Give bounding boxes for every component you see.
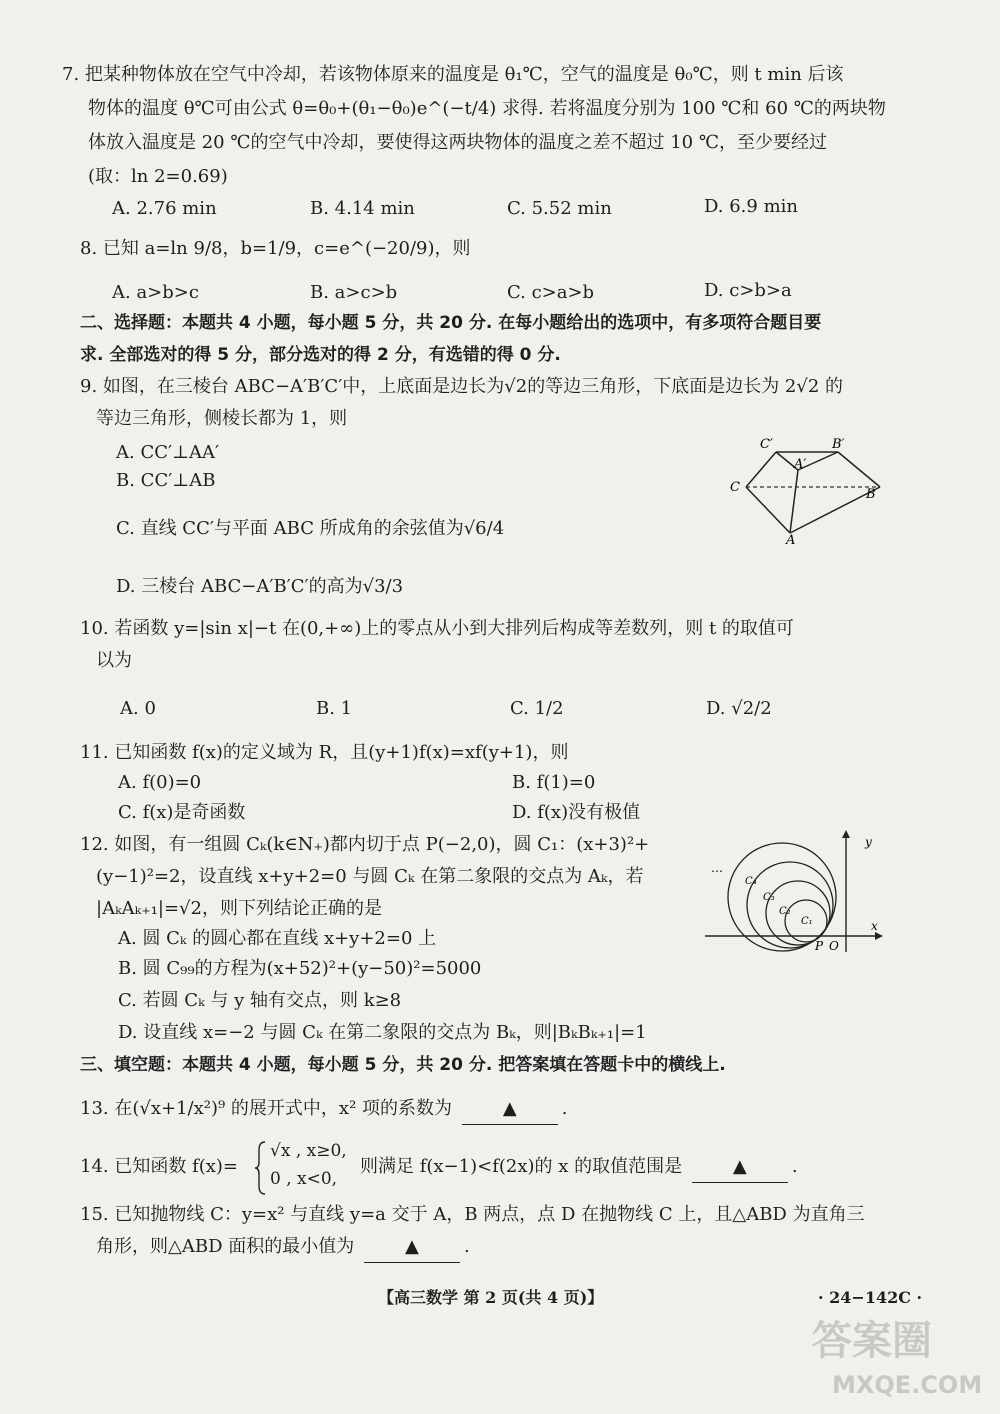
label-b: B [866,487,876,502]
q13-blank-marker: ▲ [502,1098,517,1119]
footer-page-info: 【高三数学 第 2 页(共 4 页)】 [378,1288,604,1307]
q13-end: . [561,1098,568,1119]
edge-cc1 [746,452,776,487]
q7-line4: (取：ln 2=0.69) [88,166,228,187]
y-axis-arrow [842,830,850,838]
q8-option-d: D. c>b>a [704,280,792,301]
q7-option-a: A. 2.76 min [112,198,217,219]
q11-option-a: A. f(0)=0 [118,772,202,793]
label-o: O [829,939,839,953]
q12-line2: (y−1)²=2，设直线 x+y+2=0 与圆 Cₖ 在第二象限的交点为 Aₖ，若 [96,866,644,887]
q14-suffix: 则满足 f(x−1)<f(2x)的 x 的取值范围是 [360,1156,683,1177]
label-a-prime: A′ [794,457,807,472]
q14-answer-blank[interactable] [692,1152,788,1183]
section2-line1: 二、选择题：本题共 4 小题，每小题 5 分，共 20 分. 在每小题给出的选项中，有多项符合题目要 [80,313,822,333]
q14-suffix-line [360,1152,798,1183]
q8-line1: 8. 已知 a=ln 9/8，b=1/9，c=e^(−20/9)，则 [80,238,471,259]
q10-option-d: D. √2/2 [706,698,772,719]
q10-option-c: C. 1/2 [510,698,564,719]
q11-option-b: B. f(1)=0 [512,772,596,793]
q10-line2: 以为 [96,650,132,671]
q9-line1: 9. 如图，在三棱台 ABC−A′B′C′中，上底面是边长为√2的等边三角形，下底面是边长为 2√2 的 [80,376,844,397]
x-axis-arrow [875,932,883,940]
q13-answer-blank[interactable] [462,1094,558,1125]
q15-text: 角形，则△ABD 面积的最小值为 [96,1236,355,1257]
label-y: y [865,835,872,849]
watermark-url: MXQE.COM [832,1371,983,1399]
q14-case2: 0 , x<0, [270,1169,338,1189]
label-c: C [730,480,740,495]
footer-code: · 24−142C · [818,1288,923,1307]
watermark-brand: 答案圈 [812,1318,932,1364]
q14-prefix: 14. 已知函数 f(x)= [80,1156,239,1177]
q7-line2: 物体的温度 θ℃可由公式 θ=θ₀+(θ₁−θ₀)e^(−t/4) 求得. 若将温度分别为 100 ℃和 60 ℃的两块物 [88,98,886,119]
edge-ca [746,487,790,533]
q12-line3: |AₖAₖ₊₁|=√2，则下列结论正确的是 [96,898,382,919]
q12-option-c: C. 若圆 Cₖ 与 y 轴有交点，则 k≥8 [118,990,402,1011]
edge-aa1 [790,470,798,533]
section2-line2: 求. 全部选对的得 5 分，部分选对的得 2 分，有选错的得 0 分. [80,345,561,365]
q11-option-d: D. f(x)没有极值 [512,802,641,823]
q9-option-d: D. 三棱台 ABC−A′B′C′的高为√3/3 [116,576,404,597]
q7-line1: 7. 把某种物体放在空气中冷却，若该物体原来的温度是 θ₁℃，空气的温度是 θ₀℃，则 t min 后该 [62,64,844,85]
q14-end: . [791,1156,798,1177]
edge-bb1 [838,452,880,487]
q14-case1: √x , x≥0, [270,1141,347,1161]
q11-line1: 11. 已知函数 f(x)的定义域为 R，且(y+1)f(x)=xf(y+1)，则 [80,742,569,763]
circle-c4 [728,843,836,951]
frustum-figure [720,430,890,545]
q12-option-b: B. 圆 C₉₉的方程为(x+52)²+(y−50)²=5000 [118,958,482,979]
label-c3: C₃ [763,892,775,903]
q9-line2: 等边三角形，侧棱长都为 1，则 [96,408,348,429]
q9-option-b: B. CC′⊥AB [116,470,216,491]
label-c4: C₄ [745,876,757,887]
label-x: x [871,919,878,933]
q15-line2 [96,1232,470,1263]
label-a: A [786,533,796,545]
q8-option-b: B. a>c>b [310,282,398,303]
q11-option-c: C. f(x)是奇函数 [118,802,246,823]
q9-option-a: A. CC′⊥AA′ [116,442,220,463]
label-c2: C₂ [779,906,791,917]
q12-option-d: D. 设直线 x=−2 与圆 Cₖ 在第二象限的交点为 Bₖ，则|BₖBₖ₊₁|=1 [118,1022,647,1043]
q15-end: . [463,1236,470,1257]
q15-answer-blank[interactable] [364,1232,460,1263]
label-p: P [815,939,824,953]
circles-figure [705,828,885,953]
q8-option-a: A. a>b>c [112,282,199,303]
q7-line3: 体放入温度是 20 ℃的空气中冷却，要使得这两块物体的温度之差不超过 10 ℃，至少要经过 [88,132,827,153]
q7-option-d: D. 6.9 min [704,196,798,217]
section3-line1: 三、填空题：本题共 4 小题，每小题 5 分，共 20 分. 把答案填在答题卡中的横线上. [80,1055,726,1075]
label-c-prime: C′ [760,437,773,452]
q13-line [80,1094,567,1125]
q14-blank-marker: ▲ [732,1156,747,1177]
q7-option-c: C. 5.52 min [507,198,612,219]
label-ellipsis: … [711,861,723,875]
q7-option-b: B. 4.14 min [310,198,415,219]
q10-option-a: A. 0 [120,698,156,719]
q12-line1: 12. 如图，有一组圆 Cₖ(k∈N₊)都内切于点 P(−2,0)，圆 C₁：(x+3)²+ [80,834,650,855]
q10-option-b: B. 1 [316,698,353,719]
q15-blank-marker: ▲ [405,1236,419,1257]
q10-line1: 10. 若函数 y=|sin x|−t 在(0,+∞)上的零点从小到大排列后构成等差数列，则 t 的取值可 [80,618,794,639]
q8-option-c: C. c>a>b [507,282,595,303]
q12-option-a: A. 圆 Cₖ 的圆心都在直线 x+y+2=0 上 [118,928,437,949]
q9-option-c: C. 直线 CC′与平面 ABC 所成角的余弦值为√6/4 [116,518,505,539]
label-c1: C₁ [801,916,813,927]
q14-brace [255,1140,267,1196]
label-b-prime: B′ [832,437,845,452]
q15-line1: 15. 已知抛物线 C：y=x² 与直线 y=a 交于 A，B 两点，点 D 在抛物线 C 上，且△ABD 为直角三 [80,1204,865,1225]
q13-text: 13. 在(√x+1/x²)⁹ 的展开式中，x² 项的系数为 [80,1098,453,1119]
